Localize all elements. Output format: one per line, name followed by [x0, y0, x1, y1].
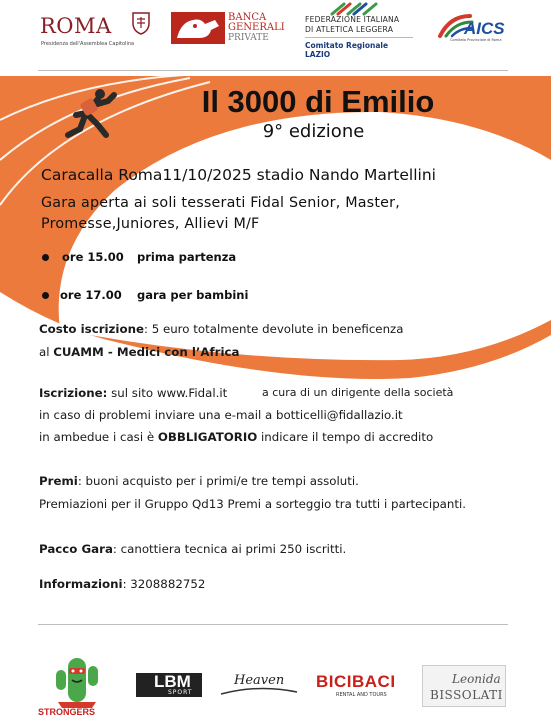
pack-line: [39, 542, 346, 556]
footer-divider: [38, 624, 508, 625]
svg-text:AICS: AICS: [464, 19, 505, 38]
registration-line-3: [39, 430, 433, 444]
roma-shield-icon: [132, 11, 150, 35]
pack-label: Pacco Gara: [39, 542, 113, 556]
bissolati-text: BISSOLATI: [430, 688, 503, 702]
event-edition: 9° edizione: [262, 121, 365, 142]
prizes-text: : buoni acquisto per i primi/e tre tempi assoluti.: [77, 474, 359, 488]
bullet-icon: [42, 292, 49, 299]
pack-text: : canottiera tecnica ai primi 250 iscritti.: [112, 542, 347, 556]
schedule-desc-1: prima partenza: [137, 250, 237, 264]
banca-line3: PRIVATE: [228, 33, 269, 43]
aics-subtitle: Comitato Provinciale di Roma: [450, 38, 502, 42]
info-line: [39, 577, 205, 591]
fidal-runners-icon: [330, 2, 380, 16]
fidal-line1: FEDERAZIONE ITALIANA: [305, 15, 400, 24]
cost-line-2: [39, 345, 239, 359]
fidal-logo: [305, 15, 413, 59]
banca-generali-logo: [228, 13, 285, 43]
cost-beneficiary: CUAMM - Medici con l’Africa: [53, 345, 240, 359]
strongers-cactus-icon: [52, 652, 102, 708]
registration-note: a cura di un dirigente della società: [262, 386, 454, 399]
lbm-sub: SPORT: [168, 689, 193, 696]
fidal-region: Comitato Regionale LAZIO: [305, 41, 389, 59]
eligibility-line-1: Gara aperta ai soli tesserati Fidal Senior, Master,: [41, 195, 400, 211]
strongers-logo: STRONGERS: [38, 707, 96, 717]
leonida-text: Leonida: [452, 672, 501, 686]
registration-line-1: [39, 386, 227, 400]
schedule-time-2: ore 17.00: [60, 288, 122, 302]
info-label: Informazioni: [39, 577, 123, 591]
prizes-line-2: Premiazioni per il Gruppo Qd13 Premi a sorteggio tra tutti i partecipanti.: [39, 497, 467, 511]
roma-logo: ROMA: [40, 14, 112, 38]
bicibaci-sub: RENTAL AND TOURS: [336, 692, 387, 698]
cost-line-1: [39, 322, 403, 336]
banca-generali-lion-icon: [171, 12, 225, 44]
cost-text: : 5 euro totalmente devolute in beneficenza: [143, 322, 404, 336]
registration-site: sul sito www.Fidal.it: [107, 386, 228, 400]
lbm-text: LBM: [154, 672, 191, 691]
bullet-icon: [42, 254, 49, 261]
schedule-time-1: ore 15.00: [62, 250, 124, 264]
fidal-divider: [305, 37, 413, 38]
aics-logo: [436, 12, 506, 40]
roma-subtitle: Presidenza dell'Assemblea Capitolina: [41, 41, 135, 47]
prizes-line-1: [39, 474, 359, 488]
eligibility-line-2: Promesse,Juniores, Allievi M/F: [41, 216, 260, 232]
schedule-desc-2: gara per bambini: [137, 288, 249, 302]
registration-label: Iscrizione:: [39, 386, 108, 400]
heaven-logo: Heaven: [234, 673, 285, 688]
registration-mandatory: OBBLIGATORIO: [157, 430, 258, 444]
event-title: Il 3000 di Emilio: [201, 84, 435, 119]
bicibaci-logo: BICIBACI: [316, 672, 396, 691]
event-place-date: Caracalla Roma11/10/2025 stadio Nando Martellini: [41, 166, 436, 184]
banca-line1: BANCA: [228, 12, 267, 23]
registration-line3-a: in ambedue i casi è: [39, 430, 158, 444]
cost-prefix: al: [39, 345, 54, 359]
header-divider: [38, 70, 508, 71]
banca-line2: GENERALI: [228, 22, 285, 33]
prizes-label: Premi: [39, 474, 78, 488]
heaven-swoosh-icon: [219, 686, 299, 696]
fidal-line2: DI ATLETICA LEGGERA: [305, 25, 394, 34]
registration-line-2: in caso di problemi inviare una e-mail a botticelli@fidallazio.it: [39, 408, 403, 422]
cost-label: Costo iscrizione: [39, 322, 144, 336]
info-phone: : 3208882752: [122, 577, 206, 591]
registration-line3-b: indicare il tempo di accredito: [257, 430, 434, 444]
